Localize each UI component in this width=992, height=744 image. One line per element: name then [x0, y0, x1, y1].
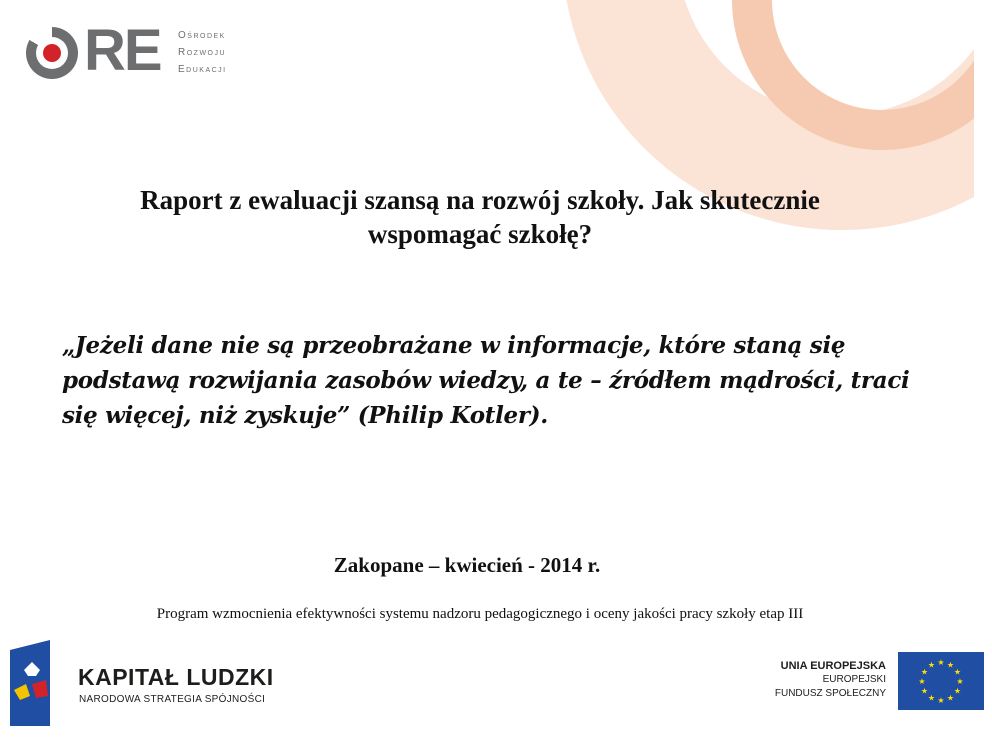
- ore-logo: [26, 18, 246, 85]
- eu-logo: [744, 652, 984, 714]
- eu-star-icon: ★: [920, 686, 929, 696]
- kapital-ludzki-title: KAPITAŁ LUDZKI: [78, 664, 274, 690]
- ore-line-1: Ośrodek: [178, 30, 226, 41]
- eu-star-icon: ★: [956, 677, 964, 686]
- eu-text: [775, 659, 886, 701]
- eu-line-1: UNIA EUROPEJSKA: [780, 660, 886, 672]
- eu-star-icon: ★: [920, 667, 929, 677]
- eu-line-3: FUNDUSZ SPOŁECZNY: [774, 688, 886, 699]
- ore-subtitle: [178, 27, 227, 78]
- decorative-mask: [974, 0, 992, 744]
- eu-star-icon: ★: [953, 667, 962, 677]
- slide-title-line-1: Raport z ewaluacji szansą na rozwój szkoły. Jak skutecznie: [140, 185, 820, 215]
- eu-star-icon: ★: [953, 686, 962, 696]
- eu-flag-icon: [898, 652, 984, 710]
- eu-star-icon: ★: [946, 660, 955, 670]
- quote: [62, 328, 922, 433]
- eu-star-icon: ★: [927, 693, 936, 703]
- eu-star-icon: ★: [946, 693, 955, 703]
- kapital-ludzki-logo: [10, 640, 300, 730]
- date-location: Zakopane – kwiecień - 2014 r.: [333, 553, 601, 577]
- kapital-ludzki-flag-icon: [10, 640, 58, 726]
- eu-star-icon: ★: [927, 660, 936, 670]
- slide-title: [60, 183, 900, 251]
- program-name: Program wzmocnienia efektywności systemu nadzoru pedagogicznego i oceny jakości pracy szkoły etap III: [156, 606, 804, 622]
- quote-line-2: podstawą rozwijania zasobów wiedzy, a te – źródłem mądrości, traci: [62, 367, 910, 394]
- slide-title-line-2: wspomagać szkołę?: [367, 219, 593, 249]
- ore-dot-icon: [43, 44, 61, 62]
- kapital-ludzki-subtitle: NARODOWA STRATEGIA SPÓJNOŚCI: [79, 694, 266, 705]
- quote-line-3: się więcej, niż zyskuje” (Philip Kotler).: [62, 402, 548, 429]
- eu-star-icon: ★: [918, 677, 926, 686]
- eu-star-icon: ★: [937, 658, 945, 667]
- quote-line-1: „Jeżeli dane nie są przeobrażane w informacje, które staną się: [62, 332, 846, 359]
- eu-line-2: EUROPEJSKI: [822, 674, 886, 685]
- ore-line-2: Rozwoju: [178, 47, 227, 58]
- ore-line-3: Edukacji: [178, 64, 227, 75]
- eu-star-icon: ★: [937, 696, 945, 705]
- ore-letters: RE: [84, 18, 161, 83]
